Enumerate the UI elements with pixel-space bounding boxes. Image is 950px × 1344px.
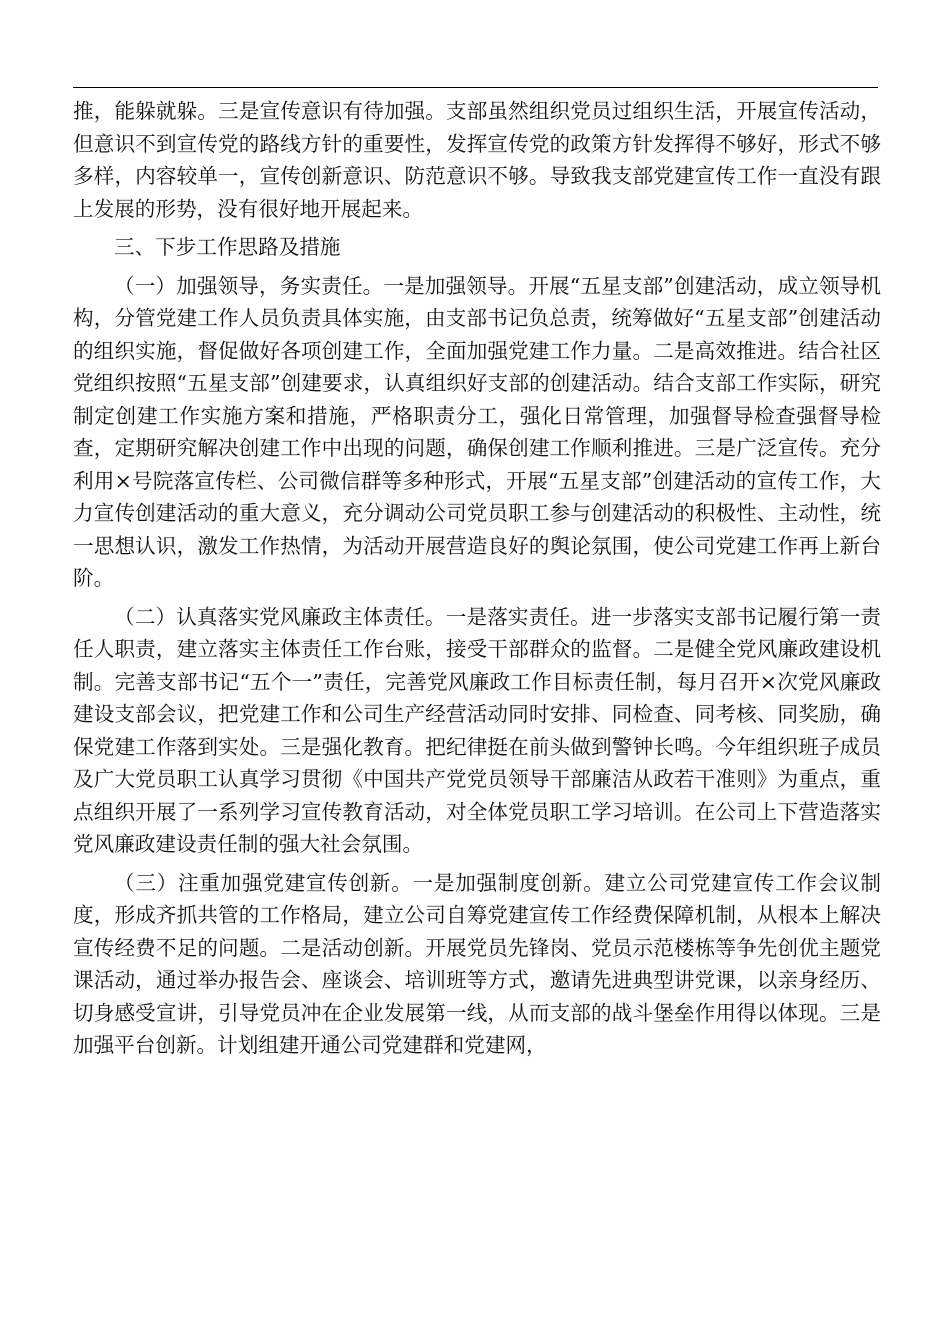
section-heading: 三、下步工作思路及措施 [114, 235, 341, 259]
paragraph-continuation: 推，能躲就躲。三是宣传意识有待加强。支部虽然组织党员过组织生活，开展宣传活动，但意识不到宣传党的路线方针的重要性，发挥宣传党的政策方针发挥得不够好，形式不够多样，内容较单一，宣传创新意识、防范意识不够。导致我支部党建宣传工作一直没有跟上发展的形势，没有很好地开展起来。 [73, 99, 881, 221]
header-rule [73, 87, 878, 88]
paragraph-innovation: （三）注重加强党建宣传创新。一是加强制度创新。建立公司党建宣传工作会议制度，形成齐抓共管的工作格局，建立公司自筹党建宣传工作经费保障机制，从根本上解决宣传经费不足的问题。二是活动创新。开展党员先锋岗、党员示范楼栋等争先创优主题党课活动，通过举办报告会、座谈会、培训班等方式，邀请先进典型讲党课，以亲身经历、切身感受宣讲，引导党员冲在企业发展第一线，从而支部的战斗堡垒作用得以体现。三是加强平台创新。计划组建开通公司党建群和党建网， [73, 870, 881, 1057]
paragraph-integrity: （二）认真落实党风廉政主体责任。一是落实责任。进一步落实支部书记履行第一责任人职责，建立落实主体责任工作台账，接受干部群众的监督。二是健全党风廉政建设机制。完善支部书记“五个一”责任，完善党风廉政工作目标责任制，每月召开×次党风廉政建设支部会议，把党建工作和公司生产经营活动同时安排、同检查、同考核、同奖励，确保党建工作落到实处。三是强化教育。把纪律挺在前头做到警钟长鸣。今年组织班子成员及广大党员职工认真学习贯彻《中国共产党党员领导干部廉洁从政若干准则》为重点，重点组织开展了一系列学习宣传教育活动，对全体党员职工学习培训。在公司上下营造落实党风廉政建设责任制的强大社会氛围。 [73, 604, 881, 856]
paragraph-leadership: （一）加强领导，务实责任。一是加强领导。开展“五星支部”创建活动，成立领导机构，分管党建工作人员负责具体实施，由支部书记负总责，统筹做好“五星支部”创建活动的组织实施，督促做好各项创建工作，全面加强党建工作力量。二是高效推进。结合社区党组织按照“五星支部”创建要求，认真组织好支部的创建活动。结合支部工作实际，研究制定创建工作实施方案和措施，严格职责分工，强化日常管理，加强督导检查强督导检查，定期研究解决创建工作中出现的问题，确保创建工作顺利推进。三是广泛宣传。充分利用×号院落宣传栏、公司微信群等多种形式，开展“五星支部”创建活动的宣传工作，大力宣传创建活动的重大意义，充分调动公司党员职工参与创建活动的积极性、主动性，统一思想认识，激发工作热情，为活动开展营造良好的舆论氛围，使公司党建工作再上新台阶。 [73, 273, 881, 590]
body-text [73, 95, 881, 1068]
